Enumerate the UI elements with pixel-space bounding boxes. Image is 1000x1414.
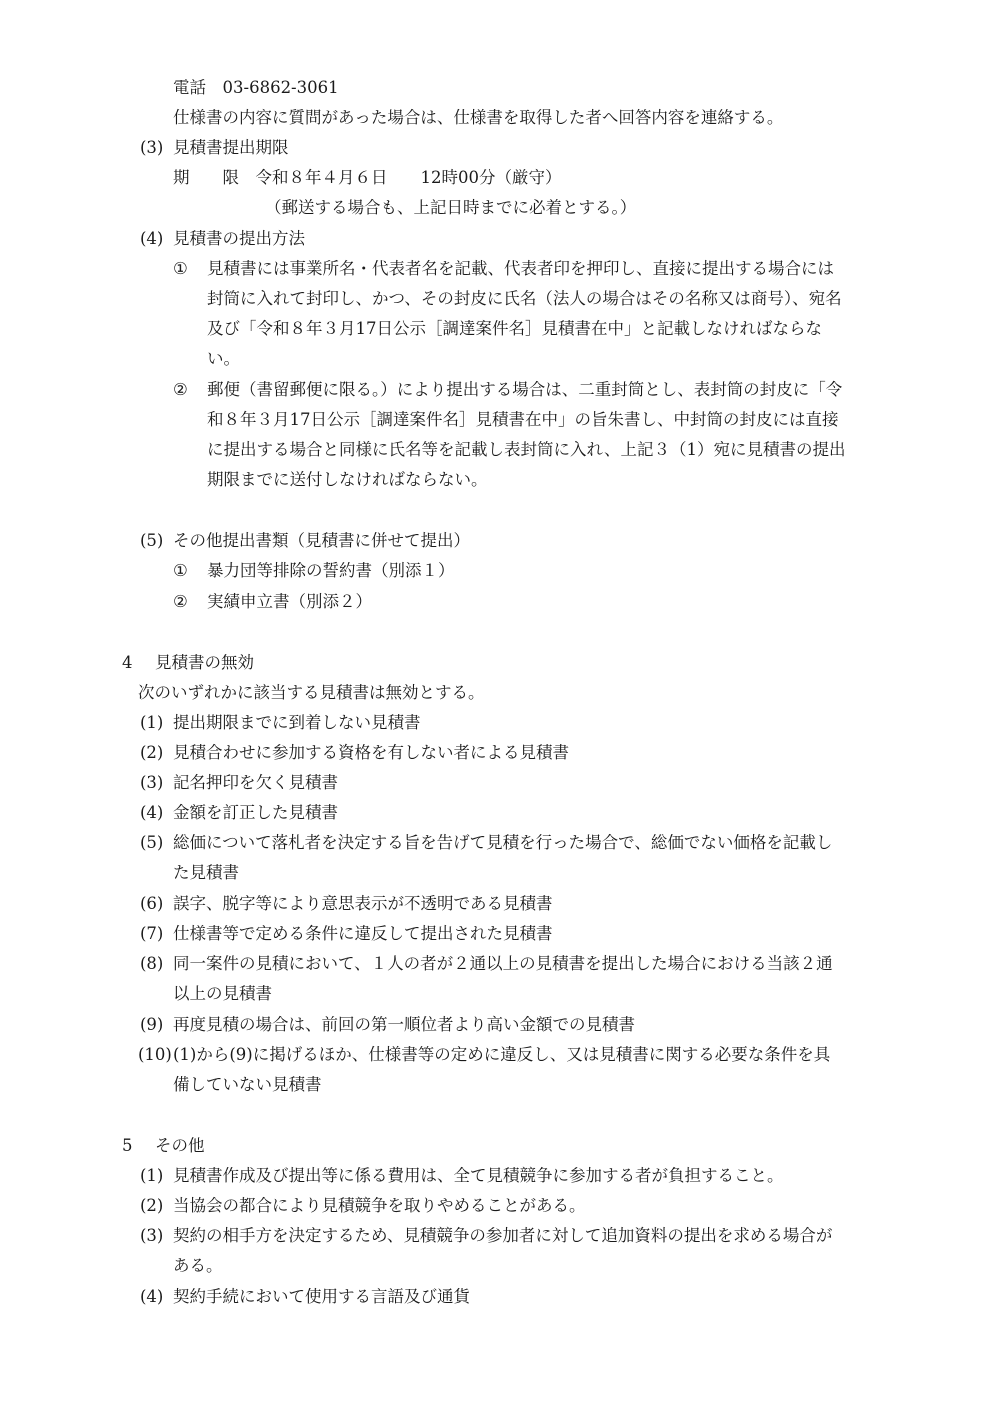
list-num: (1) [140,713,164,732]
list-item: 同一案件の見積において、１人の者が２通以上の見積書を提出した場合における当該２通 [173,954,833,973]
mail-note: （郵送する場合も、上記日時までに必着とする。） [265,198,637,217]
s3-5-num: (5) [140,531,164,550]
section-4-heading: 見積書の無効 [155,653,254,672]
s3-3-heading: 見積書提出期限 [173,138,289,157]
list-item: 再度見積の場合は、前回の第一順位者より高い金額での見積書 [173,1015,635,1034]
list-num: (9) [140,1015,164,1034]
list-item: 契約手続において使用する言語及び通貨 [173,1287,470,1306]
item1-line3: 及び「令和８年３月17日公示［調達案件名］見積書在中」と記載しなければならな [207,319,822,338]
list-item-cont: た見積書 [173,863,239,882]
list-num: (5) [140,833,164,852]
list-num: (7) [140,924,164,943]
list-item: 提出期限までに到着しない見積書 [173,713,421,732]
list-num: (2) [140,743,164,762]
list-item: (1)から(9)に掲げるほか、仕様書等の定めに違反し、又は見積書に関する必要な条件を具 [173,1045,831,1064]
list-item: 見積合わせに参加する資格を有しない者による見積書 [173,743,569,762]
s3-5-heading: その他提出書類（見積書に併せて提出） [173,531,470,550]
contact-note: 仕様書の内容に質問があった場合は、仕様書を取得した者へ回答内容を連絡する。 [173,108,784,127]
section-4-num: 4 [122,653,133,672]
list-num: (10) [138,1045,172,1064]
item-marker: ① [173,561,188,580]
item-marker: ② [173,380,188,399]
attachment-1: 暴力団等排除の誓約書（別添１） [207,561,455,580]
list-item: 仕様書等で定める条件に違反して提出された見積書 [173,924,553,943]
item-marker: ① [173,259,188,278]
item2-line4: 期限までに送付しなければならない。 [207,470,488,489]
section-5-num: 5 [122,1136,133,1155]
attachment-2: 実績申立書（別添２） [207,592,372,611]
list-item-cont: ある。 [173,1256,223,1275]
item1-line2: 封筒に入れて封印し、かつ、その封皮に氏名（法人の場合はその名称又は商号）、宛名 [207,289,842,308]
item2-line3: に提出する場合と同様に氏名等を記載し表封筒に入れ、上記３（1）宛に見積書の提出 [207,440,846,459]
list-item-cont: 備していない見積書 [173,1075,322,1094]
list-item: 総価について落札者を決定する旨を告げて見積を行った場合で、総価でない価格を記載し [173,833,833,852]
list-num: (1) [140,1166,164,1185]
section-5-heading: その他 [155,1136,205,1155]
list-num: (2) [140,1196,164,1215]
item1-line1: 見積書には事業所名・代表者名を記載、代表者印を押印し、直接に提出する場合には [207,259,834,278]
s3-3-num: (3) [140,138,164,157]
s3-4-heading: 見積書の提出方法 [173,229,305,248]
item2-line1: 郵便（書留郵便に限る。）により提出する場合は、二重封筒とし、表封筒の封皮に「令 [207,380,843,399]
list-item: 誤字、脱字等により意思表示が不透明である見積書 [173,894,553,913]
item-marker: ② [173,592,188,611]
list-item-cont: 以上の見積書 [173,984,272,1003]
s3-4-num: (4) [140,229,164,248]
list-num: (4) [140,1287,164,1306]
section-4-intro: 次のいずれかに該当する見積書は無効とする。 [138,683,485,702]
item2-line2: 和８年３月17日公示［調達案件名］見積書在中」の旨朱書し、中封筒の封皮には直接 [207,410,839,429]
list-item: 見積書作成及び提出等に係る費用は、全て見積競争に参加する者が負担すること。 [173,1166,784,1185]
contact-tel: 電話 03-6862-3061 [173,78,339,97]
list-num: (4) [140,803,164,822]
list-item: 当協会の都合により見積競争を取りやめることがある。 [173,1196,586,1215]
list-num: (6) [140,894,164,913]
list-item: 金額を訂正した見積書 [173,803,338,822]
item1-line4: い。 [207,349,240,368]
list-num: (3) [140,1226,164,1245]
list-num: (8) [140,954,164,973]
list-item: 契約の相手方を決定するため、見積競争の参加者に対して追加資料の提出を求める場合が [173,1226,833,1245]
deadline-line: 期 限 令和８年４月６日 12時00分（厳守） [173,168,562,187]
list-num: (3) [140,773,164,792]
list-item: 記名押印を欠く見積書 [173,773,338,792]
